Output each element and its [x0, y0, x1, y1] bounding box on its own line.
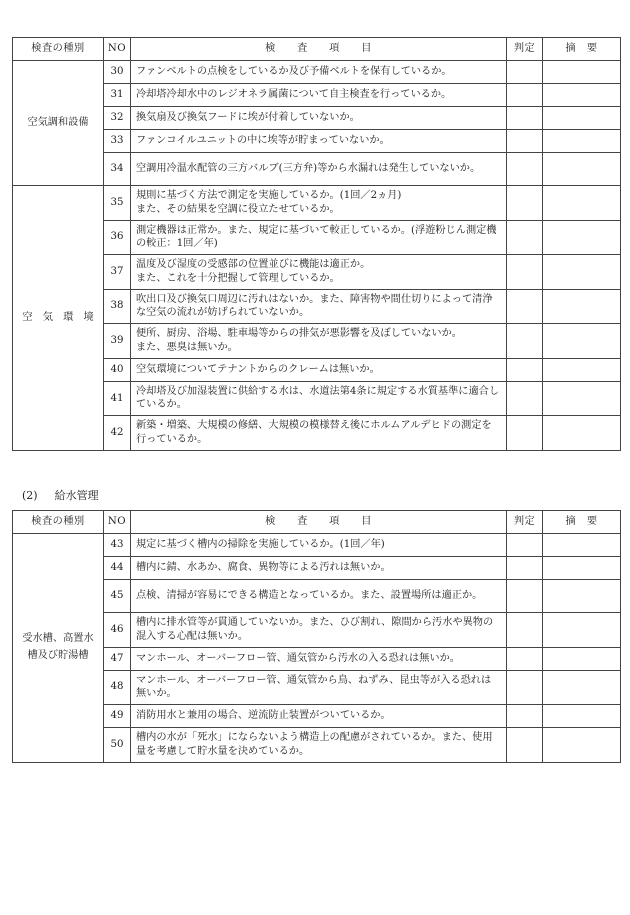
- item-number: 47: [104, 647, 131, 670]
- table-header-row: [13, 38, 621, 61]
- judgment-cell[interactable]: [507, 670, 543, 705]
- section-title: 給水管理: [54, 489, 99, 502]
- table-row: [13, 647, 621, 670]
- item-text: 冷却塔及び加湿装置に供給する水は、水道法第4条に規定する水質基準に適合しているか。: [131, 381, 507, 416]
- item-number: 34: [104, 153, 131, 186]
- table-row: [13, 255, 621, 290]
- table-row: [13, 107, 621, 130]
- item-text: 新築・増築、大規模の修繕、大規模の模様替え後にホルムアルデヒドの測定を行っているか。: [131, 416, 507, 451]
- remarks-cell[interactable]: [543, 153, 621, 186]
- table-header-row: [13, 511, 621, 534]
- judgment-cell[interactable]: [507, 289, 543, 324]
- header-category: 検査の種別: [13, 38, 104, 61]
- remarks-cell[interactable]: [543, 613, 621, 648]
- item-text: ファンコイルユニットの中に埃等が貯まっていないか。: [131, 130, 507, 153]
- item-text: 規則に基づく方法で測定を実施しているか。(1回／2ヵ月) また、その結果を空調に役立たせているか。: [131, 186, 507, 221]
- item-number: 50: [104, 728, 131, 763]
- table-row: [13, 613, 621, 648]
- table-row: [13, 358, 621, 381]
- judgment-cell[interactable]: [507, 255, 543, 290]
- judgment-cell[interactable]: [507, 107, 543, 130]
- table-row: [13, 580, 621, 613]
- item-number: 40: [104, 358, 131, 381]
- item-number: 49: [104, 705, 131, 728]
- item-text: 換気扇及び換気フードに埃が付着していないか。: [131, 107, 507, 130]
- header-remarks: 摘 要: [543, 511, 621, 534]
- item-text: 温度及び湿度の受感部の位置並びに機能は適正か。 また、これを十分把握して管理しているか。: [131, 255, 507, 290]
- remarks-cell[interactable]: [543, 220, 621, 255]
- table-row: [13, 84, 621, 107]
- judgment-cell[interactable]: [507, 186, 543, 221]
- header-no: NO: [104, 38, 131, 61]
- remarks-cell[interactable]: [543, 107, 621, 130]
- table-row: [13, 670, 621, 705]
- remarks-cell[interactable]: [543, 130, 621, 153]
- item-number: 43: [104, 534, 131, 557]
- remarks-cell[interactable]: [543, 381, 621, 416]
- table-row: [13, 220, 621, 255]
- judgment-cell[interactable]: [507, 381, 543, 416]
- judgment-cell[interactable]: [507, 557, 543, 580]
- item-number: 36: [104, 220, 131, 255]
- table-row: [13, 728, 621, 763]
- table-row: [13, 534, 621, 557]
- header-judgment: 判定: [507, 511, 543, 534]
- item-text: 規定に基づく槽内の掃除を実施しているか。(1回／年): [131, 534, 507, 557]
- table-row: [13, 557, 621, 580]
- remarks-cell[interactable]: [543, 84, 621, 107]
- header-category: 検査の種別: [13, 511, 104, 534]
- item-number: 42: [104, 416, 131, 451]
- item-number: 35: [104, 186, 131, 221]
- item-text: 吹出口及び換気口周辺に汚れはないか。また、障害物や間仕切りによって清浄な空気の流れが妨げられていないか。: [131, 289, 507, 324]
- item-number: 48: [104, 670, 131, 705]
- category-cell: 空気調和設備: [13, 61, 104, 186]
- table-row: [13, 186, 621, 221]
- remarks-cell[interactable]: [543, 255, 621, 290]
- judgment-cell[interactable]: [507, 416, 543, 451]
- judgment-cell[interactable]: [507, 705, 543, 728]
- remarks-cell[interactable]: [543, 324, 621, 359]
- item-text: 槽内に排水管等が貫通していないか。また、ひび割れ、隙間から汚水や異物の混入する心配は無いか。: [131, 613, 507, 648]
- judgment-cell[interactable]: [507, 358, 543, 381]
- category-cell: [13, 534, 104, 763]
- remarks-cell[interactable]: [543, 534, 621, 557]
- table-row: [13, 289, 621, 324]
- item-number: 30: [104, 61, 131, 84]
- item-number: 44: [104, 557, 131, 580]
- item-number: 31: [104, 84, 131, 107]
- section-heading: [22, 487, 99, 503]
- category-line: 受水槽、高置水: [22, 633, 94, 645]
- judgment-cell[interactable]: [507, 647, 543, 670]
- table-row: [13, 416, 621, 451]
- section-number: (2): [22, 489, 38, 502]
- remarks-cell[interactable]: [543, 557, 621, 580]
- table-row: [13, 705, 621, 728]
- table-row: [13, 381, 621, 416]
- judgment-cell[interactable]: [507, 580, 543, 613]
- item-text: 消防用水と兼用の場合、逆流防止装置がついているか。: [131, 705, 507, 728]
- item-text: 空気環境についてテナントからのクレームは無いか。: [131, 358, 507, 381]
- item-text: マンホール、オーバーフロー管、通気管から鳥、ねずみ、昆虫等が入る恐れは無いか。: [131, 670, 507, 705]
- item-text: 槽内に錆、水あか、腐食、異物等による汚れは無いか。: [131, 557, 507, 580]
- category-cell: 空 気 環 境: [13, 186, 104, 451]
- remarks-cell[interactable]: [543, 580, 621, 613]
- item-number: 46: [104, 613, 131, 648]
- item-number: 33: [104, 130, 131, 153]
- judgment-cell[interactable]: [507, 324, 543, 359]
- item-number: 38: [104, 289, 131, 324]
- item-number: 39: [104, 324, 131, 359]
- remarks-cell[interactable]: [543, 289, 621, 324]
- judgment-cell[interactable]: [507, 220, 543, 255]
- remarks-cell[interactable]: [543, 358, 621, 381]
- table-row: [13, 324, 621, 359]
- item-text: 測定機器は正常か。また、規定に基づいて較正しているか。(浮遊粉じん測定機の較正：1回／年): [131, 220, 507, 255]
- remarks-cell[interactable]: [543, 670, 621, 705]
- item-text: 便所、厨房、浴場、駐車場等からの排気が悪影響を及ぼしていないか。 また、悪臭は無いか。: [131, 324, 507, 359]
- judgment-cell[interactable]: [507, 153, 543, 186]
- item-text: ファンベルトの点検をしているか及び予備ベルトを保有しているか。: [131, 61, 507, 84]
- item-text: 冷却塔冷却水中のレジオネラ属菌について自主検査を行っているか。: [131, 84, 507, 107]
- inspection-table-air: [12, 37, 621, 451]
- judgment-cell[interactable]: [507, 728, 543, 763]
- judgment-cell[interactable]: [507, 613, 543, 648]
- judgment-cell[interactable]: [507, 84, 543, 107]
- judgment-cell[interactable]: [507, 61, 543, 84]
- header-item: 検 査 項 目: [131, 38, 507, 61]
- inspection-table-water: [12, 510, 621, 763]
- item-number: 45: [104, 580, 131, 613]
- item-text: 空調用冷温水配管の三方バルブ(三方弁)等から水漏れは発生していないか。: [131, 153, 507, 186]
- category-line: 槽及び貯湯槽: [27, 649, 89, 661]
- table-row: [13, 130, 621, 153]
- remarks-cell[interactable]: [543, 186, 621, 221]
- remarks-cell[interactable]: [543, 647, 621, 670]
- header-no: NO: [104, 511, 131, 534]
- item-text: 槽内の水が「死水」にならないよう構造上の配慮がされているか。また、使用量を考慮して貯水量を決めているか。: [131, 728, 507, 763]
- remarks-cell[interactable]: [543, 728, 621, 763]
- judgment-cell[interactable]: [507, 130, 543, 153]
- table-row: [13, 61, 621, 84]
- item-number: 37: [104, 255, 131, 290]
- item-number: 41: [104, 381, 131, 416]
- remarks-cell[interactable]: [543, 705, 621, 728]
- remarks-cell[interactable]: [543, 416, 621, 451]
- item-number: 32: [104, 107, 131, 130]
- judgment-cell[interactable]: [507, 534, 543, 557]
- header-judgment: 判定: [507, 38, 543, 61]
- header-remarks: 摘 要: [543, 38, 621, 61]
- table-row: [13, 153, 621, 186]
- remarks-cell[interactable]: [543, 61, 621, 84]
- item-text: 点検、清掃が容易にできる構造となっているか。また、設置場所は適正か。: [131, 580, 507, 613]
- item-text: マンホール、オーバーフロー管、通気管から汚水の入る恐れは無いか。: [131, 647, 507, 670]
- header-item: 検 査 項 目: [131, 511, 507, 534]
